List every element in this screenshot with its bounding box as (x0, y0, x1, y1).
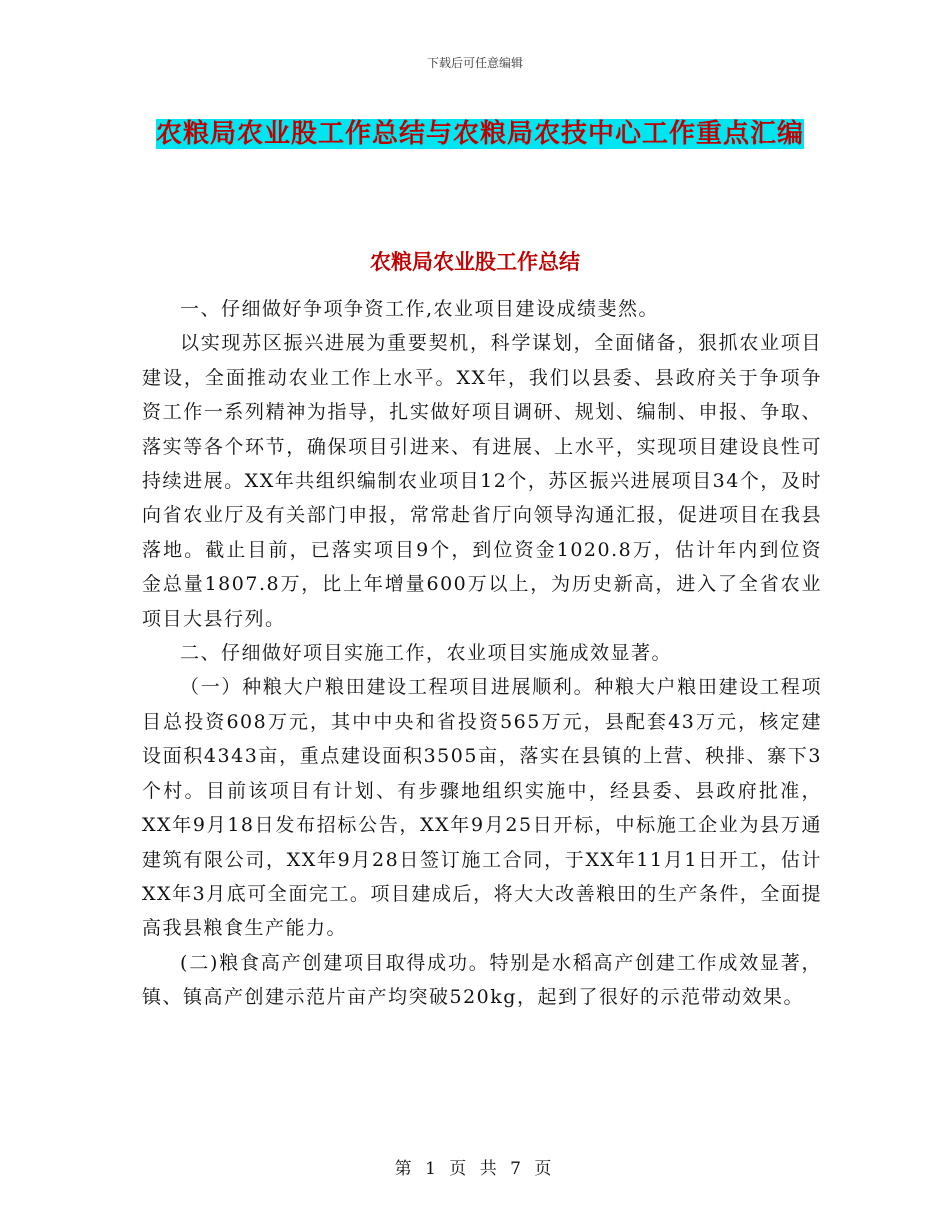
page-footer: 第 1 页 共 7 页 (394, 1159, 556, 1179)
paragraph-5: (二)粮食高产创建项目取得成功。特别是水稻高产创建工作成效显著，镇、镇高产创建示范片亩产均突破520kg，起到了很好的示范带动效果。 (142, 951, 822, 1009)
document-title (150, 112, 810, 156)
section-title: 农粮局农业股工作总结 (370, 249, 580, 274)
paragraph-4: （一）种粮大户粮田建设工程项目进展顺利。种粮大户粮田建设工程项目总投资608万元，其中中央和省投资565万元，县配套43万元，核定建设面积4343亩，重点建设面积3505亩，落实在县镇的上营、秧排、寨下3个村。目前该项目有计划、有步骤地组织实施中，经县委、县政府批准，XX年9月18日发布招标公告，XX年9月25日开标，中标施工企业为县万通建筑有限公司，XX年9月28日签订施工合同，于XX年11月1日开工，估计XX年3月底可全面完工。项目建成后，将大大改善粮田的生产条件，全面提高我县粮食生产能力。 (142, 676, 822, 940)
body-text (142, 292, 822, 1015)
header-note: 下载后可任意编辑 (426, 56, 523, 70)
paragraph-1: 一、仔细做好争项争资工作,农业项目建设成绩斐然。 (180, 298, 660, 320)
paragraph-2: 以实现苏区振兴进展为重要契机，科学谋划，全面储备，狠抓农业项目建设，全面推动农业工作上水平。XX年，我们以县委、县政府关于争项争资工作一系列精神为指导，扎实做好项目调研、规划、编制、申报、争取、落实等各个环节，确保项目引进来、有进展、上水平，实现项目建设良性可持续进展。XX年共组织编制农业项目12个，苏区振兴进展项目34个，及时向省农业厅及有关部门申报，常常赴省厅向领导沟通汇报，促进项目在我县落地。截止目前，已落实项目9个，到位资金1020.8万，估计年内到位资金总量1807.8万，比上年增量600万以上，为历史新高，进入了全省农业项目大县行列。 (142, 332, 822, 630)
paragraph-3: 二、仔细做好项目实施工作，农业项目实施成效显著。 (180, 642, 673, 665)
document-title-text: 农粮局农业股工作总结与农粮局农技中心工作重点汇编 (155, 119, 804, 149)
